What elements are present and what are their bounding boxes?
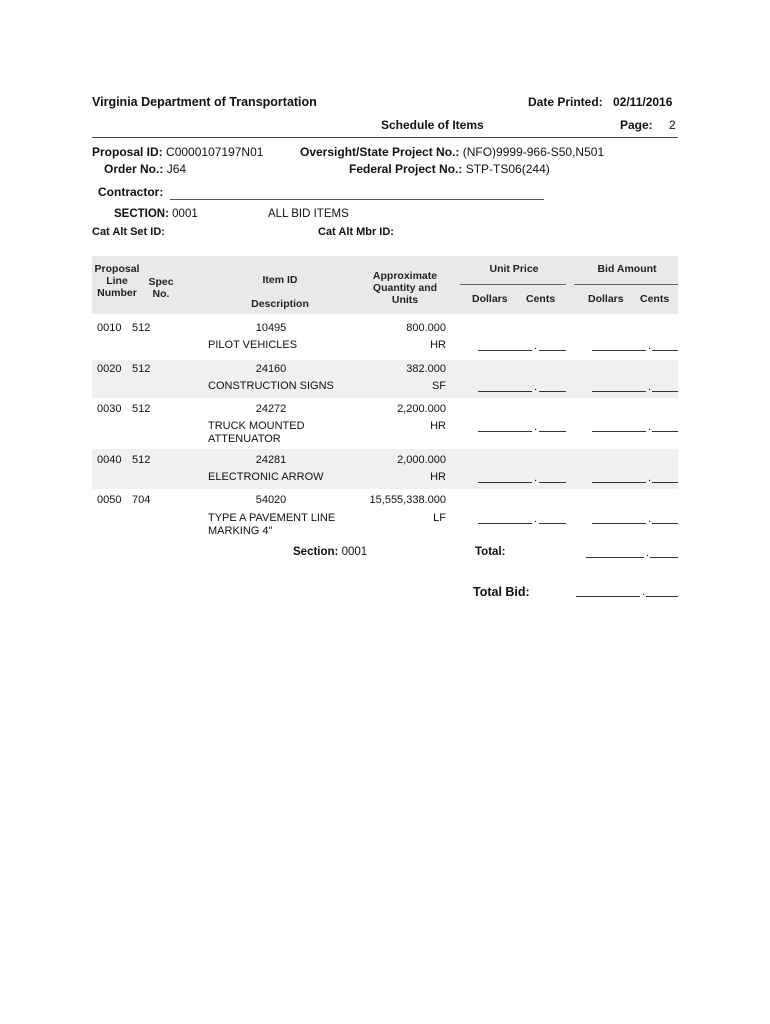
item-id: 24281 (255, 454, 287, 466)
unit-price-blank[interactable]: . (478, 338, 566, 351)
date-printed-value: 02/11/2016 (613, 95, 673, 109)
section-description: ALL BID ITEMS (268, 208, 349, 220)
spec-no: 512 (132, 322, 151, 334)
section-row (114, 208, 198, 220)
item-id: 10495 (255, 322, 287, 334)
bid-amount-blank[interactable]: . (592, 379, 678, 392)
oversight-value: (NFO)9999-966-S50,N501 (462, 145, 605, 159)
page-label: Page: (620, 118, 653, 132)
item-units: LF (433, 512, 446, 524)
federal-project (349, 162, 550, 176)
order-no-value: J64 (166, 162, 187, 176)
cat-alt-set-label: Cat Alt Set ID: (92, 226, 165, 238)
unit-price-blank[interactable]: . (478, 511, 566, 524)
item-quantity: 15,555,338.000 (369, 494, 446, 506)
unit-price-blank[interactable]: . (478, 419, 566, 432)
item-description: TRUCK MOUNTED ATTENUATOR (208, 420, 305, 445)
item-units: HR (430, 339, 446, 351)
cat-alt-mbr-label: Cat Alt Mbr ID: (318, 226, 394, 238)
item-units: SF (431, 380, 446, 392)
unit-price-blank[interactable]: . (478, 470, 566, 483)
bid-amount-blank[interactable]: . (592, 511, 678, 524)
bid-amount-rule (574, 284, 678, 285)
col-unit-price: Unit Price (489, 263, 539, 275)
item-description: CONSTRUCTION SIGNS (208, 380, 334, 392)
section-total-value: 0001 (341, 546, 368, 558)
header-rule (92, 137, 678, 138)
unit-price-blank[interactable]: . (478, 379, 566, 392)
oversight-project (300, 145, 604, 159)
col-proposal-line-number: Proposal Line Number (94, 263, 140, 299)
contractor-line (170, 199, 544, 200)
line-number: 0040 (97, 454, 122, 466)
col-unit-price-dollars: Dollars (472, 293, 508, 305)
item-id: 24272 (255, 403, 287, 415)
total-label: Total: (475, 546, 506, 558)
table-row (92, 401, 678, 447)
section-total-label: Section: (293, 546, 339, 558)
item-id: 54020 (255, 494, 287, 506)
spec-no: 704 (132, 494, 151, 506)
total-bid-blank[interactable]: . (576, 584, 678, 597)
page-number: 2 (669, 118, 676, 132)
col-approx-quantity: Approximate Quantity and Units (372, 270, 438, 306)
col-unit-price-cents: Cents (526, 293, 556, 305)
item-description: TYPE A PAVEMENT LINE MARKING 4" (208, 512, 336, 537)
spec-no: 512 (132, 363, 151, 375)
item-description: ELECTRONIC ARROW (208, 471, 324, 483)
item-units: HR (430, 471, 446, 483)
proposal-id (92, 145, 263, 159)
bid-amount-blank[interactable]: . (592, 338, 678, 351)
col-bid-cents: Cents (640, 293, 670, 305)
item-quantity: 800.000 (406, 322, 446, 334)
bid-amount-blank[interactable]: . (592, 470, 678, 483)
order-no-label: Order No.: (104, 162, 164, 176)
item-quantity: 2,200.000 (397, 403, 446, 415)
col-bid-amount: Bid Amount (597, 263, 657, 275)
col-bid-dollars: Dollars (588, 293, 624, 305)
table-row (92, 320, 678, 358)
item-quantity: 2,000.000 (397, 454, 446, 466)
section-label: SECTION: (114, 208, 169, 220)
federal-value: STP-TS06(244) (465, 162, 550, 176)
total-bid-label: Total Bid: (473, 585, 530, 599)
section-value: 0001 (172, 208, 198, 220)
section-total-row (293, 546, 367, 558)
item-units: HR (430, 420, 446, 432)
contractor-label: Contractor: (98, 185, 164, 199)
schedule-title: Schedule of Items (381, 118, 484, 132)
proposal-id-label: Proposal ID: (92, 145, 163, 159)
federal-label: Federal Project No.: (349, 162, 463, 176)
spec-no: 512 (132, 454, 151, 466)
col-spec-no: Spec No. (148, 276, 174, 300)
item-id: 24160 (255, 363, 287, 375)
line-number: 0010 (97, 322, 122, 334)
line-number: 0020 (97, 363, 122, 375)
oversight-label: Oversight/State Project No.: (300, 145, 460, 159)
line-number: 0030 (97, 403, 122, 415)
table-row (92, 449, 678, 489)
table-row (92, 360, 678, 398)
order-no (104, 162, 186, 176)
col-item-id-description: Item ID Description (251, 274, 309, 310)
line-number: 0050 (97, 494, 122, 506)
bid-amount-blank[interactable]: . (592, 419, 678, 432)
item-quantity: 382.000 (406, 363, 446, 375)
agency-name: Virginia Department of Transportation (92, 95, 317, 109)
proposal-id-value: C0000107197N01 (166, 145, 264, 159)
unit-price-rule (460, 284, 566, 285)
spec-no: 512 (132, 403, 151, 415)
item-description: PILOT VEHICLES (208, 339, 298, 351)
section-total-blank[interactable]: . (586, 545, 678, 558)
table-row (92, 492, 678, 540)
date-printed-label: Date Printed: (528, 95, 603, 109)
